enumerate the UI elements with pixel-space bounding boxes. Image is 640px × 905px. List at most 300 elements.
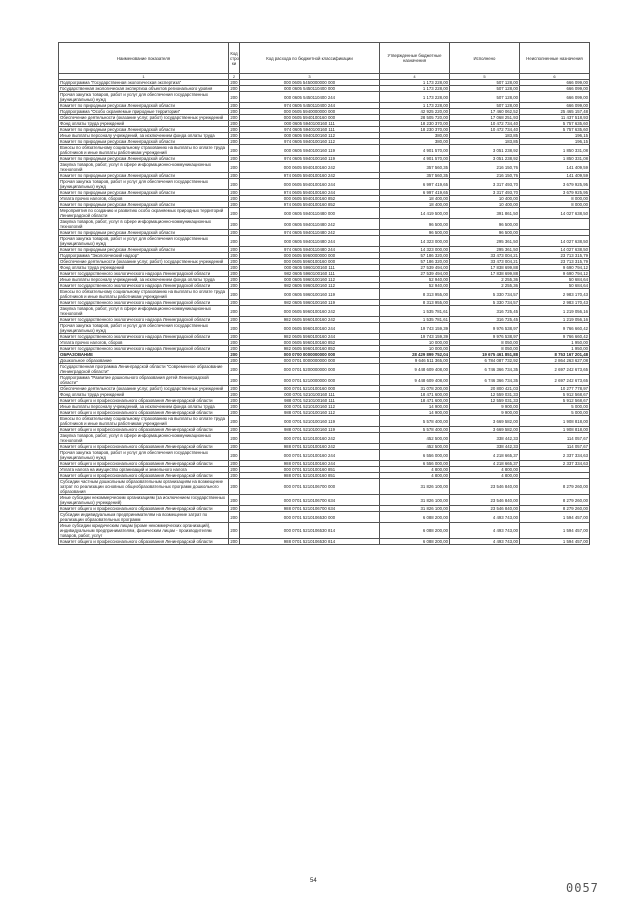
row-executed: 507 128,00 bbox=[450, 86, 520, 92]
table-row bbox=[59, 179, 590, 190]
table-row bbox=[59, 259, 590, 265]
row-executed: 2 255,36 bbox=[450, 283, 520, 289]
table-row bbox=[59, 230, 590, 236]
table-row bbox=[59, 139, 590, 145]
table-row bbox=[59, 86, 590, 92]
table-row bbox=[59, 427, 590, 433]
row-executed: 6 784 087 732,92 bbox=[450, 358, 520, 364]
row-budget-code: 974 0605 5940100160 119 bbox=[240, 156, 380, 162]
row-budget-code: 000 0605 5960100160 112 bbox=[240, 277, 380, 283]
row-line-code: 200 bbox=[230, 473, 238, 478]
row-approved: 6 556 000,00 bbox=[380, 450, 450, 461]
row-line-code: 200 bbox=[229, 289, 240, 300]
row-name: Прочая закупка товаров, работ и услуг для обеспечения государственных (муниципальных) нужд bbox=[59, 236, 229, 247]
row-unexecuted: 5 757 635,60 bbox=[520, 121, 590, 127]
table-row bbox=[59, 208, 590, 219]
row-name: Прочая закупка товаров, работ и услуг для обеспечения государственных (муниципальных) нужд bbox=[59, 323, 229, 334]
row-budget-code: 000 0605 5960100160 111 bbox=[240, 265, 380, 271]
row-budget-code: 988 0701 5210106700 634 bbox=[240, 506, 380, 512]
row-budget-code: 982 0605 5960100160 852 bbox=[240, 346, 380, 352]
row-unexecuted: 1 850 331,08 bbox=[520, 156, 590, 162]
row-unexecuted: 3 679 925,95 bbox=[520, 190, 590, 196]
row-name: Комитет государственного экологического надзора Ленинградской области bbox=[59, 283, 229, 289]
row-budget-code: 982 0605 5960100160 242 bbox=[240, 317, 380, 323]
row-unexecuted: 9 766 660,42 bbox=[520, 323, 590, 334]
row-unexecuted: 5 912 568,67 bbox=[520, 398, 590, 404]
row-name: Дошкольное образование bbox=[59, 358, 229, 364]
row-approved: 57 186 320,00 bbox=[380, 253, 450, 259]
row-budget-code: 982 0605 5960100160 244 bbox=[240, 334, 380, 340]
table-row bbox=[59, 300, 590, 306]
row-executed: 6 746 366 734,35 bbox=[450, 375, 520, 386]
row-line-code: 200 bbox=[230, 300, 238, 305]
row-line-code: 200 bbox=[230, 358, 238, 363]
row-approved: 18 400,00 bbox=[380, 196, 450, 202]
row-budget-code: 000 0605 5940100160 119 bbox=[240, 145, 380, 156]
row-executed: 6 746 366 734,35 bbox=[450, 364, 520, 375]
row-executed: 2 255,36 bbox=[450, 277, 520, 283]
row-approved: 27 539 494,00 bbox=[380, 265, 450, 271]
row-executed: 295 361,50 bbox=[450, 247, 520, 253]
row-budget-code: 000 0701 5210100160 111 bbox=[240, 392, 380, 398]
table-row bbox=[59, 444, 590, 450]
row-budget-code: 000 0605 5960000000 000 bbox=[240, 253, 380, 259]
row-budget-code: 988 0701 5210100160 242 bbox=[240, 444, 380, 450]
header-budget-code: Код расхода по бюджетной классификации bbox=[240, 43, 380, 74]
row-name: Комитет государственного экологического надзора Ленинградской области bbox=[59, 346, 229, 352]
row-executed: 9 976 538,97 bbox=[450, 334, 520, 340]
row-budget-code: 000 0701 5210100160 119 bbox=[240, 416, 380, 427]
row-unexecuted: 23 713 315,79 bbox=[520, 259, 590, 265]
row-line-code: 200 bbox=[229, 162, 240, 173]
row-name: Комитет по природным ресурсам Ленинградской области bbox=[59, 103, 229, 109]
row-name: Закупка товаров, работ, услуг в сфере информационно-коммуникационных технологий bbox=[59, 162, 229, 173]
row-name: Комитет общего и профессионального образования Ленинградской области bbox=[59, 461, 229, 467]
row-budget-code: 000 0605 5940100160 000 bbox=[240, 115, 380, 121]
row-unexecuted: 1 594 457,00 bbox=[520, 539, 590, 545]
row-name: Уплата налога на имущество организаций и земельного налога bbox=[59, 467, 229, 473]
row-unexecuted: 1 908 818,00 bbox=[520, 416, 590, 427]
row-unexecuted: 8 279 260,00 bbox=[520, 479, 590, 495]
row-budget-code: 000 0701 5210100160 851 bbox=[240, 467, 380, 473]
table-row bbox=[59, 253, 590, 259]
header-approved: Утвержденные бюджетные назначения bbox=[380, 43, 450, 74]
row-unexecuted: 2 697 242 673,65 bbox=[520, 375, 590, 386]
row-budget-code: 000 0605 5940110480 242 bbox=[240, 219, 380, 230]
row-name: Комитет по природным ресурсам Ленинградской области bbox=[59, 202, 229, 208]
row-unexecuted: 114 057,67 bbox=[520, 433, 590, 444]
row-executed: 8 050,00 bbox=[450, 340, 520, 346]
row-approved: 52 940,00 bbox=[380, 277, 450, 283]
row-approved: 19 743 159,39 bbox=[380, 334, 450, 340]
row-budget-code: 000 0605 5960100160 119 bbox=[240, 289, 380, 300]
table-row bbox=[59, 162, 590, 173]
row-budget-code: 000 0701 5210100160 242 bbox=[240, 433, 380, 444]
row-unexecuted: 14 027 638,50 bbox=[520, 208, 590, 219]
row-unexecuted: 14 027 638,50 bbox=[520, 247, 590, 253]
row-name: Комитет по природным ресурсам Ленинградской области bbox=[59, 127, 229, 133]
row-executed: 20 800 421,03 bbox=[450, 386, 520, 392]
row-name: Обеспечение деятельности (оказание услуг, работ) государственных учреждений bbox=[59, 386, 229, 392]
row-name: Комитет государственного экологического надзора Ленинградской области bbox=[59, 334, 229, 340]
row-approved: 96 500,00 bbox=[380, 219, 450, 230]
table-row bbox=[59, 219, 590, 230]
table-header-row bbox=[59, 43, 590, 74]
row-name: Закупка товаров, работ, услуг в сфере информационно-коммуникационных технологий bbox=[59, 433, 229, 444]
table-row bbox=[59, 506, 590, 512]
row-executed: 316 725,45 bbox=[450, 306, 520, 317]
row-budget-code: 974 0605 5940100160 111 bbox=[240, 127, 380, 133]
table-row bbox=[59, 306, 590, 317]
row-budget-code: 000 0701 5210100160 244 bbox=[240, 450, 380, 461]
row-name: Подпрограмма "Особо охраняемые природные территории" bbox=[59, 109, 229, 115]
row-executed: 9 900,00 bbox=[450, 410, 520, 416]
row-approved: 9 448 609 408,00 bbox=[380, 375, 450, 386]
row-budget-code: 974 0605 5940100160 112 bbox=[240, 139, 380, 145]
row-approved: 380,00 bbox=[380, 133, 450, 139]
row-approved: 4 800,00 bbox=[380, 473, 450, 479]
row-executed: 33 473 004,21 bbox=[450, 259, 520, 265]
row-approved: 4 901 570,00 bbox=[380, 156, 450, 162]
row-unexecuted: 11 437 518,93 bbox=[520, 115, 590, 121]
row-line-code: 200 bbox=[229, 416, 240, 427]
row-line-code: 200 bbox=[229, 495, 240, 506]
row-name: Комитет государственного экологического надзора Ленинградской области bbox=[59, 300, 229, 306]
row-name: ОБРАЗОВАНИЕ bbox=[59, 352, 229, 358]
row-budget-code: 000 0605 5940000000 000 bbox=[240, 109, 380, 115]
row-executed: 295 361,50 bbox=[450, 236, 520, 247]
row-approved: 52 940,00 bbox=[380, 283, 450, 289]
row-budget-code: 000 0701 5210106700 634 bbox=[240, 495, 380, 506]
row-unexecuted: 2 337 334,63 bbox=[520, 450, 590, 461]
row-unexecuted: 196,15 bbox=[520, 139, 590, 145]
row-name: Взносы по обязательному социальному страхованию на выплаты по оплате труда работников и иные выплаты работникам учреждений bbox=[59, 416, 229, 427]
row-unexecuted: 2 337 334,63 bbox=[520, 461, 590, 467]
row-budget-code: 982 0605 5960100160 111 bbox=[240, 271, 380, 277]
row-unexecuted: 141 409,59 bbox=[520, 173, 590, 179]
row-executed: 3 669 582,00 bbox=[450, 416, 520, 427]
table-row bbox=[59, 495, 590, 506]
row-unexecuted: 8 279 260,00 bbox=[520, 506, 590, 512]
row-approved: 4 800,00 bbox=[380, 467, 450, 473]
row-executed: 4 218 665,37 bbox=[450, 461, 520, 467]
row-executed: 391 861,50 bbox=[450, 208, 520, 219]
row-line-code: 200 bbox=[229, 364, 240, 375]
row-executed: 17 460 062,52 bbox=[450, 109, 520, 115]
row-executed: 12 559 031,33 bbox=[450, 398, 520, 404]
row-line-code: 200 bbox=[230, 115, 238, 120]
row-executed: 4 800,00 bbox=[450, 473, 520, 479]
row-executed: 4 493 743,00 bbox=[450, 523, 520, 539]
row-approved: 5 578 400,00 bbox=[380, 416, 450, 427]
row-line-code: 200 bbox=[230, 334, 238, 339]
row-executed: 3 317 493,70 bbox=[450, 190, 520, 196]
row-approved: 357 560,35 bbox=[380, 173, 450, 179]
row-executed: 10 400,00 bbox=[450, 196, 520, 202]
row-line-code: 200 bbox=[230, 103, 238, 108]
row-line-code: 200 bbox=[230, 427, 238, 432]
row-name: Иные выплаты персоналу учреждений, за исключением фонда оплаты труда bbox=[59, 277, 229, 283]
row-line-code: 200 bbox=[229, 450, 240, 461]
row-name: Фонд оплаты труда учреждений bbox=[59, 392, 229, 398]
header-line-code: Код стро ки bbox=[229, 43, 240, 74]
table-row bbox=[59, 375, 590, 386]
row-unexecuted: 3 679 925,95 bbox=[520, 179, 590, 190]
row-unexecuted: 2 697 242 673,65 bbox=[520, 364, 590, 375]
row-executed: 3 051 238,92 bbox=[450, 145, 520, 156]
row-name: Уплата прочих налогов, сборов bbox=[59, 340, 229, 346]
row-line-code: 200 bbox=[230, 410, 238, 415]
table-row bbox=[59, 539, 590, 545]
table-row bbox=[59, 156, 590, 162]
row-line-code: 200 bbox=[229, 208, 240, 219]
row-approved: 1 535 781,61 bbox=[380, 306, 450, 317]
row-unexecuted: 8 279 260,00 bbox=[520, 495, 590, 506]
row-approved: 4 901 570,00 bbox=[380, 145, 450, 156]
row-line-code: 200 bbox=[229, 179, 240, 190]
row-unexecuted: 196,15 bbox=[520, 133, 590, 139]
row-name: Иные субсидии некоммерческим организациям (за исключением государственных (муниципальных) учреждений) bbox=[59, 495, 229, 506]
row-line-code: 200 bbox=[230, 133, 238, 138]
row-unexecuted: 1 950,00 bbox=[520, 340, 590, 346]
row-executed: 338 442,33 bbox=[450, 433, 520, 444]
row-line-code: 200 bbox=[230, 271, 238, 276]
row-executed: 183,85 bbox=[450, 139, 520, 145]
row-budget-code: 974 0605 5940100160 852 bbox=[240, 202, 380, 208]
row-line-code: 200 bbox=[230, 404, 238, 409]
table-row bbox=[59, 289, 590, 300]
row-approved: 6 088 200,00 bbox=[380, 512, 450, 523]
row-line-code: 200 bbox=[230, 392, 238, 397]
row-unexecuted: 666 099,00 bbox=[520, 86, 590, 92]
row-budget-code: 000 0605 5960100160 244 bbox=[240, 323, 380, 334]
row-unexecuted: 666 099,00 bbox=[520, 80, 590, 86]
row-line-code: 200 bbox=[229, 145, 240, 156]
row-executed: 8 050,00 bbox=[450, 346, 520, 352]
table-row bbox=[59, 173, 590, 179]
row-executed: 4 493 743,00 bbox=[450, 512, 520, 523]
row-approved: 19 743 159,39 bbox=[380, 323, 450, 334]
row-line-code: 200 bbox=[230, 467, 238, 472]
row-name: Комитет по природным ресурсам Ленинградской области bbox=[59, 190, 229, 196]
row-name: Комитет по природным ресурсам Ленинградской области bbox=[59, 247, 229, 253]
row-approved: 18 471 600,00 bbox=[380, 392, 450, 398]
row-line-code: 200 bbox=[230, 444, 238, 449]
row-name: Субсидии частным дошкольным образовательным организациям на возмещение затрат по реализации основных общеобразовательных программ дошкольного образования bbox=[59, 479, 229, 495]
row-line-code: 200 bbox=[229, 92, 240, 103]
row-name: Подпрограмма "Государственная экологическая экспертиза" bbox=[59, 80, 229, 86]
row-approved: 8 313 955,00 bbox=[380, 289, 450, 300]
table-row bbox=[59, 133, 590, 139]
table-row bbox=[59, 277, 590, 283]
row-name: Комитет по природным ресурсам Ленинградской области bbox=[59, 156, 229, 162]
row-approved: 1 173 228,00 bbox=[380, 86, 450, 92]
column-number: 6 bbox=[520, 74, 590, 80]
row-line-code: 200 bbox=[229, 523, 240, 539]
row-executed: 10 472 734,40 bbox=[450, 127, 520, 133]
row-unexecuted: 8 753 167 201,48 bbox=[520, 352, 590, 358]
table-row bbox=[59, 92, 590, 103]
row-budget-code: 988 0701 5210100160 851 bbox=[240, 473, 380, 479]
row-budget-code: 000 0701 5210100160 112 bbox=[240, 404, 380, 410]
table-row bbox=[59, 236, 590, 247]
row-budget-code: 000 0605 5960100160 852 bbox=[240, 340, 380, 346]
row-budget-code: 000 0605 5960100160 242 bbox=[240, 306, 380, 317]
row-line-code: 200 bbox=[230, 539, 238, 544]
row-approved: 18 230 370,00 bbox=[380, 121, 450, 127]
row-unexecuted: 5 912 568,67 bbox=[520, 392, 590, 398]
row-name: Фонд оплаты труда учреждений bbox=[59, 265, 229, 271]
row-executed: 17 068 251,93 bbox=[450, 115, 520, 121]
column-number: 1 bbox=[59, 74, 229, 80]
row-budget-code: 000 0700 0000000000 000 bbox=[240, 352, 380, 358]
row-unexecuted: 25 465 157,48 bbox=[520, 109, 590, 115]
row-approved: 31 078 200,00 bbox=[380, 386, 450, 392]
row-executed: 9 900,00 bbox=[450, 404, 520, 410]
row-approved: 10 000,00 bbox=[380, 340, 450, 346]
row-unexecuted: 5 000,00 bbox=[520, 404, 590, 410]
table-row bbox=[59, 523, 590, 539]
row-approved: 452 500,00 bbox=[380, 444, 450, 450]
row-unexecuted: 9 766 660,42 bbox=[520, 334, 590, 340]
column-number: 2 bbox=[229, 74, 240, 80]
row-line-code: 200 bbox=[230, 190, 238, 195]
row-budget-code: 988 0701 5210100160 111 bbox=[240, 398, 380, 404]
row-approved: 57 186 320,00 bbox=[380, 259, 450, 265]
row-name: Взносы по обязательному социальному страхованию на выплаты по оплате труда работников и иные выплаты работникам учреждений bbox=[59, 145, 229, 156]
row-name: Прочая закупка товаров, работ и услуг для обеспечения государственных (муниципальных) нужд bbox=[59, 92, 229, 103]
row-unexecuted: 1 950,00 bbox=[520, 346, 590, 352]
row-name: Субсидии индивидуальным предпринимателям на возмещение затрат по реализации образовательных программ bbox=[59, 512, 229, 523]
row-unexecuted: 10 277 778,97 bbox=[520, 386, 590, 392]
row-budget-code: 000 0605 5940100160 852 bbox=[240, 196, 380, 202]
row-unexecuted: 1 908 818,00 bbox=[520, 427, 590, 433]
row-line-code: 200 bbox=[229, 306, 240, 317]
row-budget-code: 000 0605 5940100160 244 bbox=[240, 179, 380, 190]
table-row bbox=[59, 467, 590, 473]
row-budget-code: 974 0605 5940100160 242 bbox=[240, 173, 380, 179]
row-unexecuted: 50 684,64 bbox=[520, 277, 590, 283]
row-budget-code: 974 0605 5940110480 244 bbox=[240, 247, 380, 253]
row-unexecuted: 2 983 170,43 bbox=[520, 289, 590, 300]
row-budget-code: 000 0701 5210100160 000 bbox=[240, 386, 380, 392]
row-name: Иные выплаты персоналу учреждений, за исключением фонда оплаты труда bbox=[59, 404, 229, 410]
row-name: Закупка товаров, работ, услуг в сфере информационно-коммуникационных технологий bbox=[59, 219, 229, 230]
row-executed: 23 546 840,00 bbox=[450, 506, 520, 512]
row-unexecuted: 1 219 056,16 bbox=[520, 317, 590, 323]
row-unexecuted: 2 983 170,43 bbox=[520, 300, 590, 306]
row-approved: 14 900,00 bbox=[380, 410, 450, 416]
column-number: 4 bbox=[380, 74, 450, 80]
row-line-code: 200 bbox=[230, 506, 238, 511]
row-executed: 4 800,00 bbox=[450, 467, 520, 473]
row-unexecuted: 2 864 263 627,08 bbox=[520, 358, 590, 364]
row-unexecuted bbox=[520, 219, 590, 230]
table-row bbox=[59, 512, 590, 523]
row-approved: 14 419 500,00 bbox=[380, 208, 450, 219]
row-budget-code: 000 0605 5450110400 244 bbox=[240, 92, 380, 103]
row-approved: 18 230 370,00 bbox=[380, 127, 450, 133]
row-approved: 18 471 600,00 bbox=[380, 398, 450, 404]
row-line-code: 200 bbox=[230, 109, 238, 114]
row-name: Комитет государственного экологического надзора Ленинградской области bbox=[59, 271, 229, 277]
row-approved: 6 088 200,00 bbox=[380, 539, 450, 545]
row-line-code: 200 bbox=[230, 196, 238, 201]
row-name: Прочая закупка товаров, работ и услуг для обеспечения государственных (муниципальных) нужд bbox=[59, 179, 229, 190]
column-number: 3 bbox=[240, 74, 380, 80]
table-row bbox=[59, 247, 590, 253]
row-unexecuted: 9 690 794,12 bbox=[520, 271, 590, 277]
row-approved: 1 535 781,61 bbox=[380, 317, 450, 323]
row-line-code: 200 bbox=[230, 398, 238, 403]
row-budget-code: 000 0605 5960100160 000 bbox=[240, 259, 380, 265]
row-name: Закупка товаров, работ, услуг в сфере информационно-коммуникационных технологий bbox=[59, 306, 229, 317]
row-executed: 216 150,76 bbox=[450, 173, 520, 179]
row-budget-code: 000 0605 5940100160 111 bbox=[240, 121, 380, 127]
row-approved: 31 826 100,00 bbox=[380, 506, 450, 512]
row-line-code: 200 bbox=[230, 173, 238, 178]
table-row bbox=[59, 404, 590, 410]
row-unexecuted: 50 684,64 bbox=[520, 283, 590, 289]
row-unexecuted: 141 409,59 bbox=[520, 162, 590, 173]
header-unexecuted: Неисполненные назначения bbox=[520, 43, 590, 74]
row-budget-code: 000 0701 5200000000 000 bbox=[240, 364, 380, 375]
row-approved: 6 997 419,65 bbox=[380, 179, 450, 190]
row-approved: 42 925 220,00 bbox=[380, 109, 450, 115]
row-budget-code: 988 0701 5210106530 814 bbox=[240, 539, 380, 545]
row-line-code: 200 bbox=[230, 121, 238, 126]
row-budget-code: 000 0701 0000000000 000 bbox=[240, 358, 380, 364]
row-budget-code: 982 0605 5960100160 119 bbox=[240, 300, 380, 306]
row-approved: 9 646 511 365,00 bbox=[380, 358, 450, 364]
row-unexecuted: 5 757 635,60 bbox=[520, 127, 590, 133]
row-line-code: 200 bbox=[229, 479, 240, 495]
table-row bbox=[59, 127, 590, 133]
column-number: 5 bbox=[450, 74, 520, 80]
row-unexecuted: 5 000,00 bbox=[520, 410, 590, 416]
row-executed: 507 128,00 bbox=[450, 80, 520, 86]
row-name: Комитет по природным ресурсам Ленинградской области bbox=[59, 173, 229, 179]
row-budget-code: 000 0605 5940100160 112 bbox=[240, 133, 380, 139]
row-name: Комитет общего и профессионального образования Ленинградской области bbox=[59, 539, 229, 545]
row-budget-code: 000 0701 5210106530 000 bbox=[240, 512, 380, 523]
row-line-code: 200 bbox=[229, 433, 240, 444]
row-line-code: 200 bbox=[230, 340, 238, 345]
row-line-code: 200 bbox=[230, 86, 238, 91]
table-row bbox=[59, 479, 590, 495]
row-line-code: 200 bbox=[230, 346, 238, 351]
row-name: Иные субсидии юридическим лицам (кроме некоммерческих организаций), индивидуальным предпринимателям, физическим лицам - производителям товаров, работ, услуг bbox=[59, 523, 229, 539]
row-name: Государственная экологическая экспертиза объектов регионального уровня bbox=[59, 86, 229, 92]
row-executed: 183,85 bbox=[450, 133, 520, 139]
row-executed: 5 330 734,57 bbox=[450, 300, 520, 306]
row-executed: 4 493 743,00 bbox=[450, 539, 520, 545]
table-row bbox=[59, 103, 590, 109]
row-executed: 96 500,00 bbox=[450, 230, 520, 236]
table-row bbox=[59, 115, 590, 121]
row-unexecuted: 1 594 457,00 bbox=[520, 523, 590, 539]
row-line-code: 200 bbox=[230, 283, 238, 288]
row-executed: 5 330 734,57 bbox=[450, 289, 520, 300]
row-executed: 216 150,76 bbox=[450, 162, 520, 173]
row-name: Комитет общего и профессионального образования Ленинградской области bbox=[59, 410, 229, 416]
table-row bbox=[59, 433, 590, 444]
table-row bbox=[59, 283, 590, 289]
row-line-code: 200 bbox=[230, 253, 238, 258]
row-name: Комитет общего и профессионального образования Ленинградской области bbox=[59, 427, 229, 433]
row-approved: 452 500,00 bbox=[380, 433, 450, 444]
row-line-code: 200 bbox=[230, 277, 238, 282]
